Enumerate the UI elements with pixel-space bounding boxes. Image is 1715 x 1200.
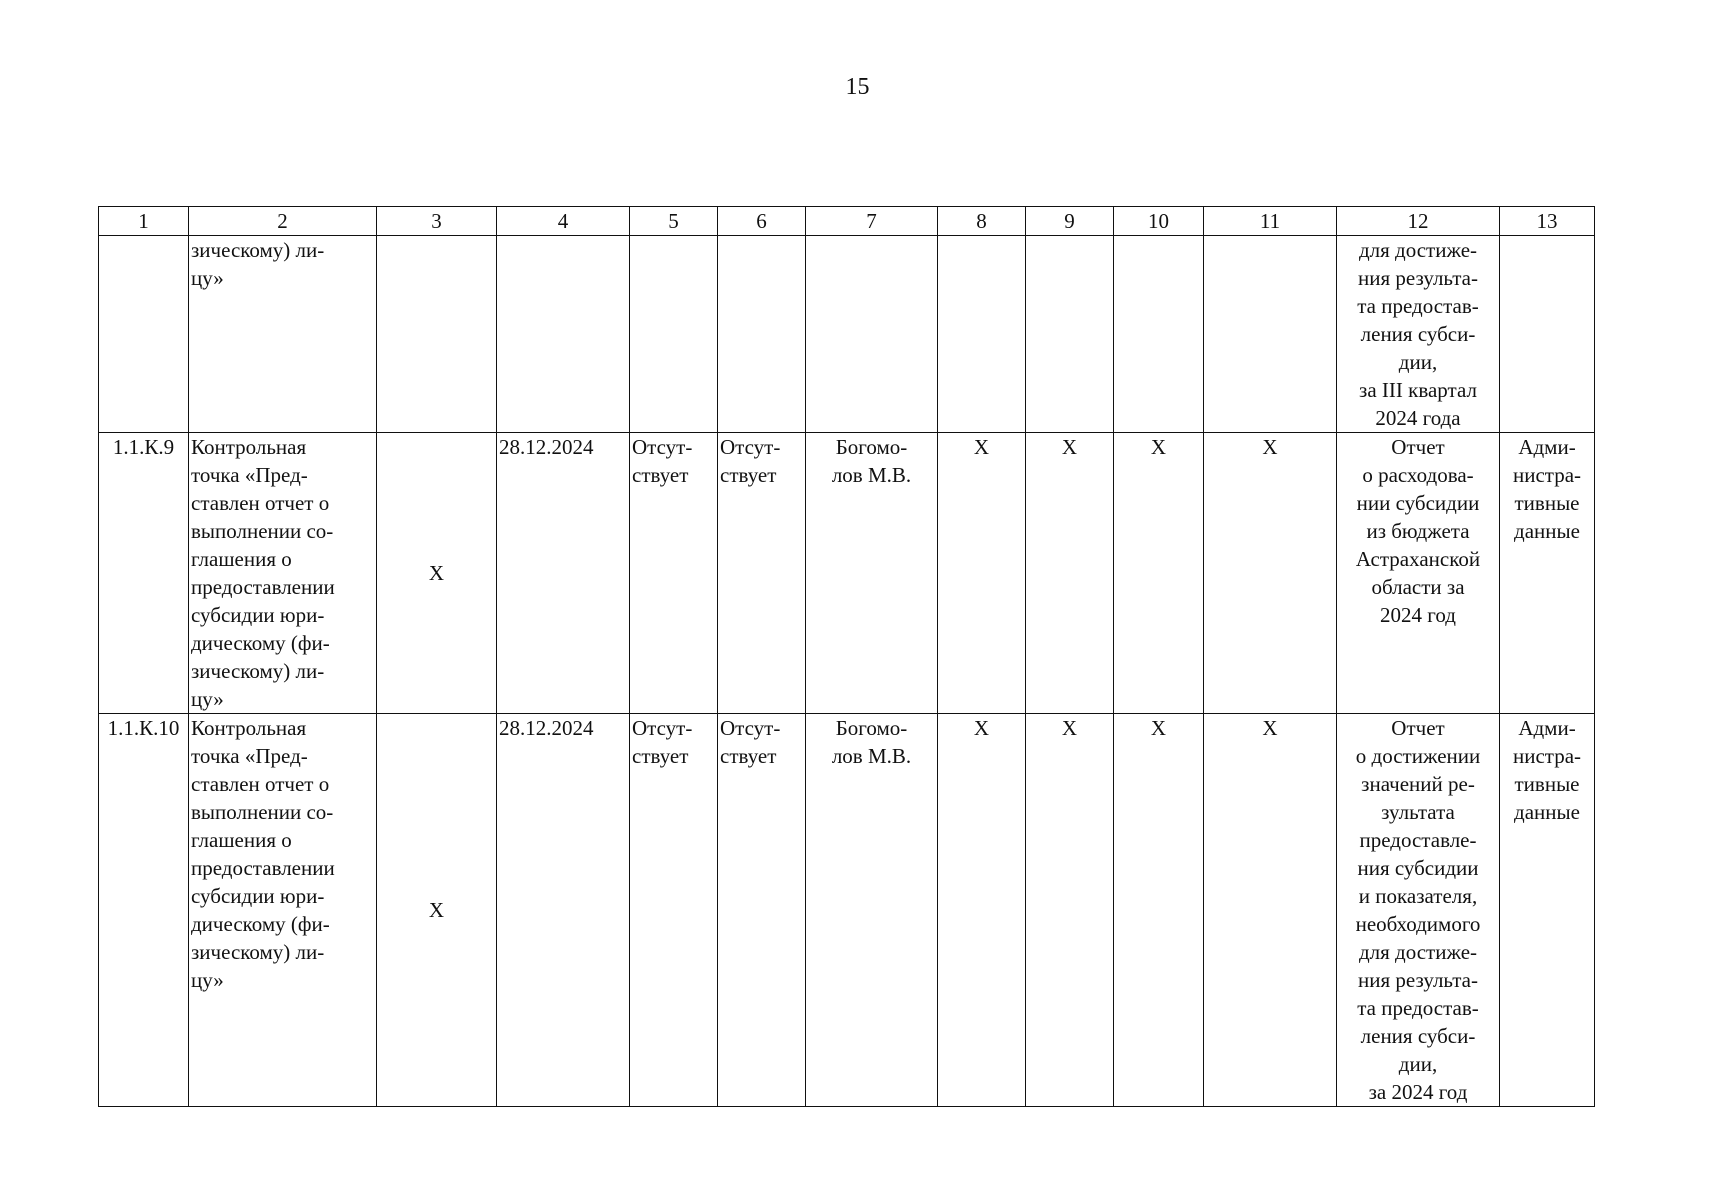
table-cell: X: [1026, 433, 1114, 714]
date-cell: [497, 236, 630, 433]
source-cell: [1500, 236, 1595, 433]
column-header: 3: [377, 207, 497, 236]
report-table: [98, 206, 1595, 1107]
table-cell: Отсут- ствует: [718, 433, 806, 714]
table-cell: Отсут- ствует: [630, 433, 718, 714]
column-header: 9: [1026, 207, 1114, 236]
header-row: [99, 207, 1595, 236]
table-cell: X: [1114, 714, 1204, 1107]
date-cell: 28.12.2024: [497, 433, 630, 714]
page-number: 15: [845, 74, 870, 100]
table-cell: [630, 236, 718, 433]
table-cell: X: [1204, 433, 1337, 714]
table-cell: [377, 236, 497, 433]
document-cell: для достиже- ния результа- та предостав- ления субси- дии, за III квартал 2024 года: [1337, 236, 1500, 433]
control-point-cell: Контрольная точка «Пред- ставлен отчет о выполнении со- глашения о предоставлении субсидии юри- дическому (фи- зическому) ли- цу»: [189, 433, 377, 714]
table-cell: X: [377, 714, 497, 1107]
column-header: 4: [497, 207, 630, 236]
document-cell: Отчет о расходова- нии субсидии из бюджета Астраханской области за 2024 год: [1337, 433, 1500, 714]
table-cell: Отсут- ствует: [718, 714, 806, 1107]
table-cell: X: [938, 714, 1026, 1107]
row-number-cell: 1.1.К.10: [99, 714, 189, 1107]
column-header: 2: [189, 207, 377, 236]
column-header: 13: [1500, 207, 1595, 236]
table-cell: [938, 236, 1026, 433]
column-header: 6: [718, 207, 806, 236]
table-cell: Отсут- ствует: [630, 714, 718, 1107]
table-row: [99, 236, 1595, 433]
table-row: [99, 714, 1595, 1107]
responsible-cell: Богомо- лов М.В.: [806, 714, 938, 1107]
table-cell: X: [1204, 714, 1337, 1107]
column-header: 5: [630, 207, 718, 236]
responsible-cell: Богомо- лов М.В.: [806, 433, 938, 714]
source-cell: Адми- нистра- тивные данные: [1500, 433, 1595, 714]
table-cell: X: [1026, 714, 1114, 1107]
date-cell: 28.12.2024: [497, 714, 630, 1107]
table-cell: X: [377, 433, 497, 714]
control-point-cell: Контрольная точка «Пред- ставлен отчет о выполнении со- глашения о предоставлении субсидии юри- дическому (фи- зическому) ли- цу»: [189, 714, 377, 1107]
document-cell: Отчет о достижении значений ре- зультата предоставле- ния субсидии и показателя, необходимого для достиже- ния результа- та предостав- ления субси- дии, за 2024 год: [1337, 714, 1500, 1107]
control-point-cell: зическому) ли- цу»: [189, 236, 377, 433]
row-number-cell: [99, 236, 189, 433]
table-cell: [1204, 236, 1337, 433]
table-cell: [718, 236, 806, 433]
column-header: 10: [1114, 207, 1204, 236]
column-header: 1: [99, 207, 189, 236]
column-header: 7: [806, 207, 938, 236]
row-number-cell: 1.1.К.9: [99, 433, 189, 714]
source-cell: Адми- нистра- тивные данные: [1500, 714, 1595, 1107]
table-cell: [1114, 236, 1204, 433]
column-header: 12: [1337, 207, 1500, 236]
table-cell: X: [938, 433, 1026, 714]
table-cell: [1026, 236, 1114, 433]
responsible-cell: [806, 236, 938, 433]
column-header: 11: [1204, 207, 1337, 236]
table-cell: X: [1114, 433, 1204, 714]
column-header: 8: [938, 207, 1026, 236]
table-row: [99, 433, 1595, 714]
